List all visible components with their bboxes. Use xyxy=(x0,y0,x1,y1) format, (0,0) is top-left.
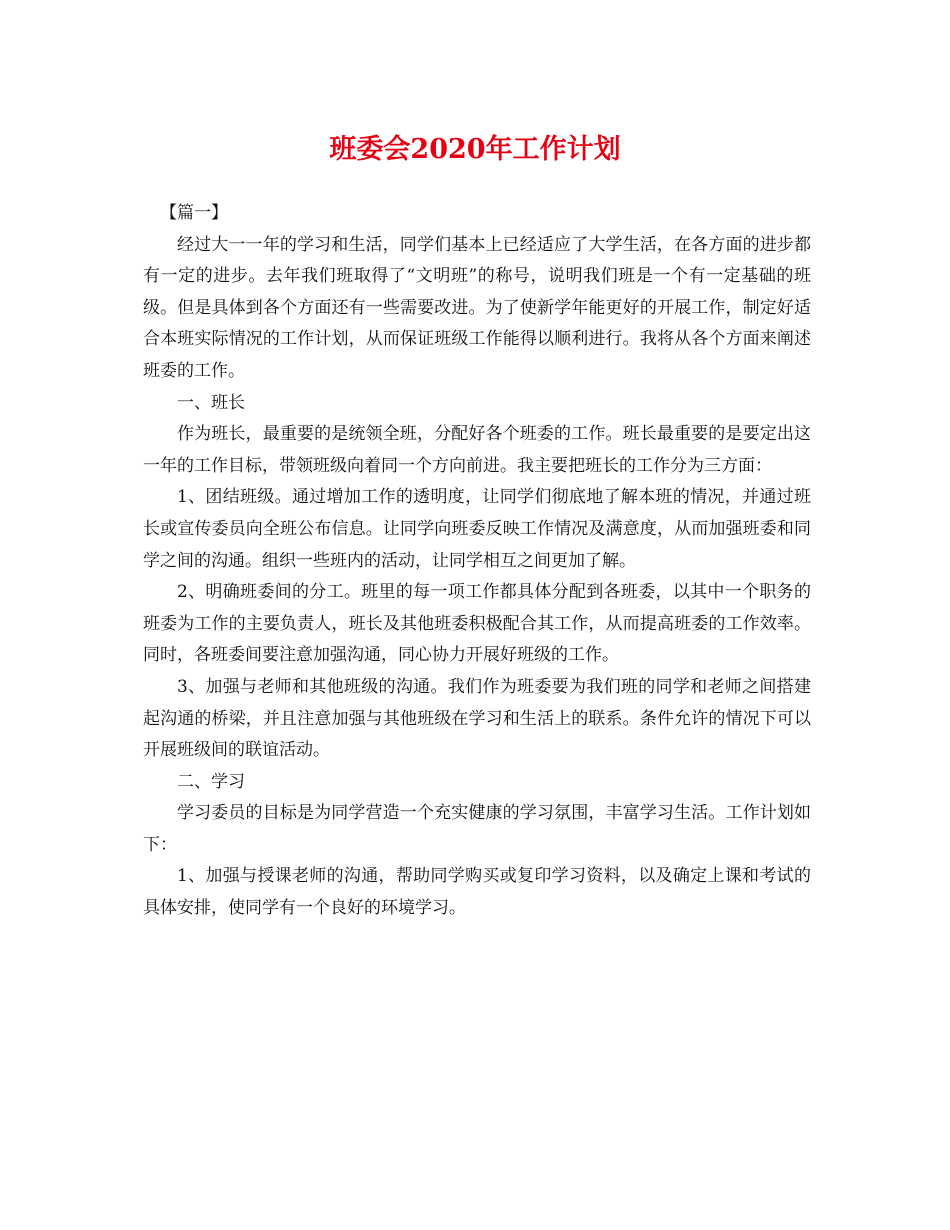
section-label-part-one: 【篇一】 xyxy=(160,203,228,223)
monitor-item-2-paragraph: 2、明确班委间的分工。班里的每一项工作都具体分配到各班委，以其中一个职务的班委为工作的主要负责人，班长及其他班委积极配合其工作，从而提高班委的工作效率。同时，各班委间要注意加强沟通，同心协力开展好班级的工作。 xyxy=(143,582,811,666)
monitor-item-3-paragraph: 3、加强与老师和其他班级的沟通。我们作为班委要为我们班的同学和老师之间搭建起沟通的桥梁，并且注意加强与其他班级在学习和生活上的联系。条件允许的情况下可以开展班级间的联谊活动。 xyxy=(143,676,811,761)
heading-class-monitor: 一、班长 xyxy=(177,392,245,413)
document-title: 班委会2020年工作计划 xyxy=(329,134,621,165)
study-item-1-paragraph: 1、加强与授课老师的沟通，帮助同学购买或复印学习资料，以及确定上课和考试的具体安排，使同学有一个良好的环境学习。 xyxy=(143,866,811,919)
monitor-item-1-paragraph: 1、团结班级。通过增加工作的透明度，让同学们彻底地了解本班的情况，并通过班长或宣传委员向全班公布信息。让同学向班委反映工作情况及满意度，从而加强班委和同学之间的沟通。组织一些班内的活动，让同学相互之间更加了解。 xyxy=(143,487,811,571)
study-overview-paragraph: 学习委员的目标是为同学营造一个充实健康的学习氛围，丰富学习生活。工作计划如下： xyxy=(143,803,811,855)
heading-study: 二、学习 xyxy=(177,771,245,792)
document-body xyxy=(143,198,811,925)
intro-paragraph: 经过大一一年的学习和生活，同学们基本上已经适应了大学生活，在各方面的进步都有一定的进步。去年我们班取得了“文明班”的称号，说明我们班是一个有一定基础的班级。但是具体到各个方面还有一些需要改进。为了使新学年能更好的开展工作，制定好适合本班实际情况的工作计划，从而保证班级工作能得以顺利进行。我将从各个方面来阐述班委的工作。 xyxy=(143,234,811,381)
monitor-overview-paragraph: 作为班长，最重要的是统领全班，分配好各个班委的工作。班长最重要的是要定出这一年的工作目标，带领班级向着同一个方向前进。我主要把班长的工作分为三方面： xyxy=(143,424,811,476)
